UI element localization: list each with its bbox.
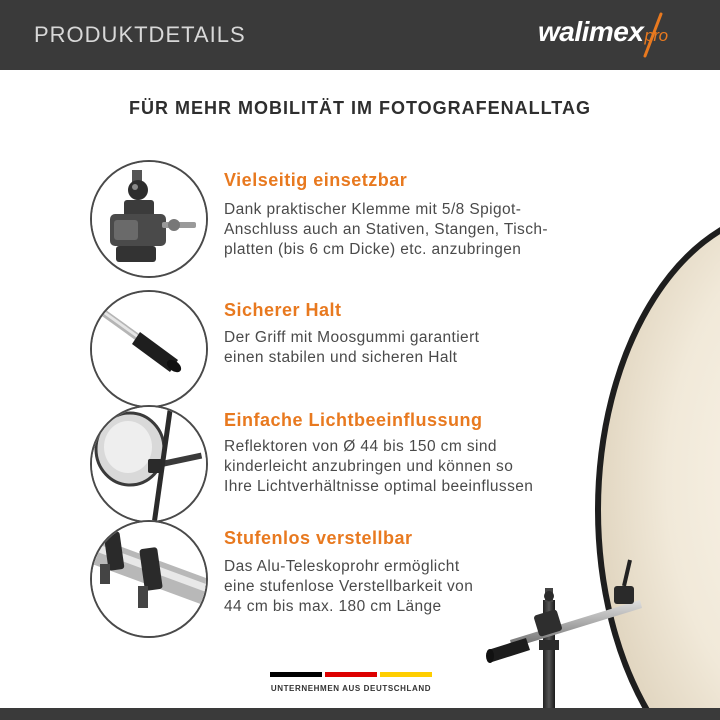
feature-text: Das Alu-Teleskoprohr ermöglicht eine stufenlose Verstellbarkeit von 44 cm bis max. 180 cm Länge [224,558,474,615]
brand-logo [538,16,668,56]
headline: FÜR MEHR MOBILITÄT IM FOTOGRAFENALLTAG [129,98,591,118]
feature-text: Der Griff mit Moosgummi garantiert einen stabilen und sicheren Halt [224,329,480,366]
feature-image-clamp [90,160,208,278]
feature-title: Vielseitig einsetzbar [224,170,408,190]
feature-title: Stufenlos verstellbar [224,528,413,548]
header-bar [0,0,720,70]
feature-image-reflector [90,405,208,523]
telescope-rod-icon [92,522,206,636]
feature-image-telescope-rod [90,520,208,638]
feature-text: Reflektoren von Ø 44 bis 150 cm sind kinderleicht anzubringen und können so Ihre Lichtverhältnisse optimal beeinflussen [224,438,534,495]
grip-icon [92,292,206,406]
bottom-bar [0,708,720,720]
german-flag-stripe [270,672,432,677]
feature-text: Dank praktischer Klemme mit 5/8 Spigot- Anschluss auch an Stativen, Stangen, Tisch- platten (bis 6 cm Dicke) etc. anzubringen [224,201,548,258]
logo-sub-text: pro [644,26,668,45]
reflector-icon [92,407,206,521]
feature-title: Sicherer Halt [224,300,342,320]
feature-title: Einfache Lichtbeeinflussung [224,410,483,430]
logo-main-text: walimex [538,16,644,47]
footer-text: UNTERNEHMEN AUS DEUTSCHLAND [270,684,432,693]
clamp-icon [92,162,206,276]
feature-image-grip [90,290,208,408]
logo-swoosh-icon [641,12,668,58]
page-title: PRODUKTDETAILS [34,22,246,47]
